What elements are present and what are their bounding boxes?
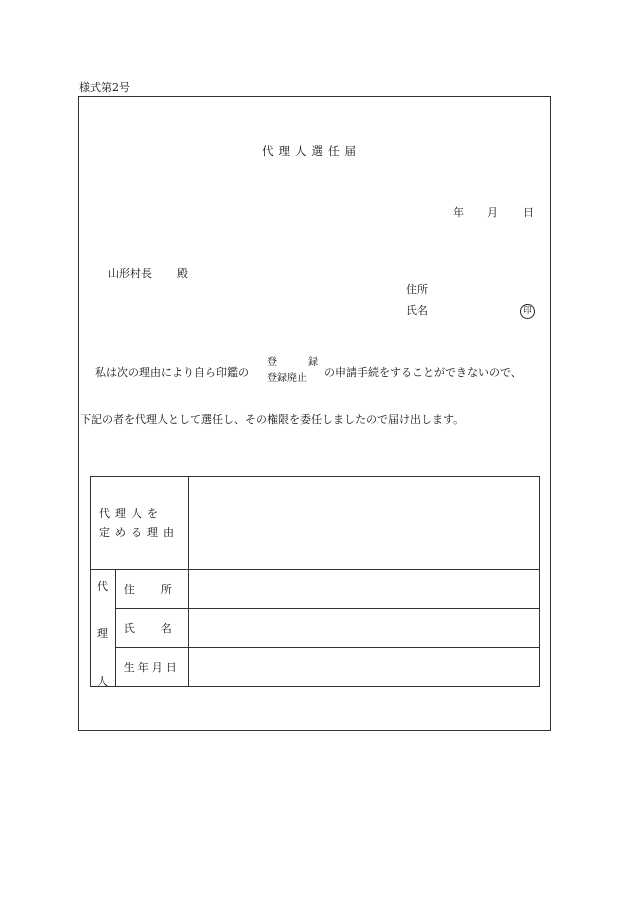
name-row xyxy=(91,609,540,648)
name-label-cell xyxy=(115,609,188,648)
name-label-char-2: 名 xyxy=(160,622,172,635)
representative-char-1: 代 xyxy=(97,580,108,593)
address-label-char-1: 住 xyxy=(123,583,135,596)
name-label xyxy=(124,620,172,636)
birthdate-label-cell: 生年月日 xyxy=(115,648,188,687)
address-row xyxy=(91,570,540,609)
option-register-top-right: 録 xyxy=(308,357,318,368)
option-register-top-left: 登 xyxy=(267,357,277,368)
name-label-char-1: 氏 xyxy=(123,622,135,635)
addressee-name: 山形村長 xyxy=(108,267,152,280)
name-value-cell[interactable] xyxy=(189,609,540,648)
representative-table xyxy=(90,476,540,687)
date-year-label: 年 xyxy=(453,206,464,219)
applicant-name-label: 氏名 xyxy=(406,304,428,317)
applicant-address-label: 住所 xyxy=(406,283,428,296)
birthdate-value-cell[interactable] xyxy=(189,648,540,687)
statement-line1-pre: 私は次の理由により自ら印鑑の xyxy=(95,366,249,379)
reason-label-line1: 代理人を xyxy=(99,507,163,520)
option-deregister: 登録廃止 xyxy=(267,373,307,384)
reason-value-cell[interactable] xyxy=(189,477,540,570)
address-label xyxy=(124,581,172,597)
representative-char-2: 理 xyxy=(97,627,108,640)
form-title: 代理人選任届 xyxy=(262,144,361,158)
reason-label-line2: 定める理由 xyxy=(99,526,179,539)
seal-icon: 印 xyxy=(520,304,535,319)
reason-row xyxy=(91,477,540,570)
addressee-honorific: 殿 xyxy=(177,267,188,280)
address-label-char-2: 所 xyxy=(160,583,172,596)
statement-line2: 下記の者を代理人として選任し、その権限を委任しましたので届け出します。 xyxy=(80,413,465,426)
date-day-label: 日 xyxy=(523,206,534,219)
reason-label-cell xyxy=(91,477,189,570)
address-value-cell[interactable] xyxy=(189,570,540,609)
date-month-label: 月 xyxy=(487,206,498,219)
statement-line1-post: の申請手続をすることができないので、 xyxy=(324,366,522,379)
address-label-cell xyxy=(115,570,188,609)
representative-char-3: 人 xyxy=(97,675,108,688)
representative-label-cell xyxy=(91,570,116,687)
birthdate-row xyxy=(91,648,540,687)
form-number: 様式第2号 xyxy=(79,81,130,94)
